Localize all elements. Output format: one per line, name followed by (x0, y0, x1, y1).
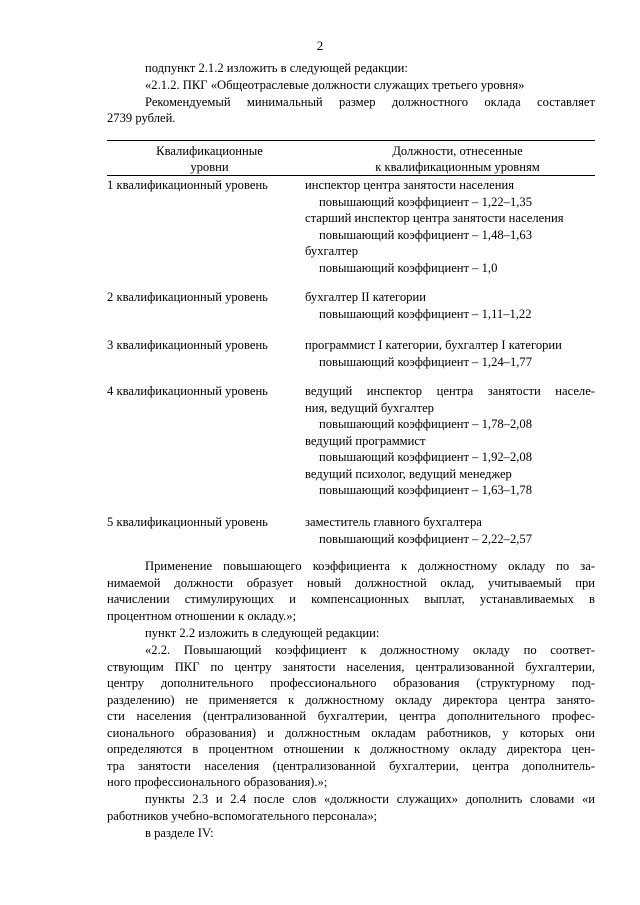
point-2-2-line: «2.2. Повышающий коэффициент к должностному окладу по соответ- (145, 643, 595, 657)
application-line: процентном отношении к окладу.»; (107, 608, 297, 623)
paragraph-points-2-3 (107, 791, 595, 824)
point-2-2-line: разделению) не применяется к должностному окладу директора центра занято- (107, 692, 595, 707)
point-2-2-line: тра занятости населения (централизованной бухгалтерии, центра дополнитель- (107, 758, 595, 773)
table-header-rule (107, 175, 595, 176)
table-row-positions (305, 383, 595, 499)
position-line: ведущий программист (305, 433, 426, 448)
header-positions-line-1: Должности, отнесенные (392, 144, 523, 158)
header-positions-line-2: к квалификационным уровням (375, 160, 540, 174)
coefficient-line: повышающий коэффициент – 1,24–1,77 (319, 354, 532, 369)
table-row-positions (305, 177, 595, 276)
table-row-level: 4 квалификационный уровень (107, 384, 268, 398)
table-row-positions (305, 514, 595, 547)
position-line: ведущий инспектор центра занятости населе- (305, 384, 595, 398)
coefficient-line: повышающий коэффициент – 1,11–1,22 (319, 306, 532, 321)
table-header-positions (320, 143, 595, 175)
coefficient-line: повышающий коэффициент – 1,0 (319, 260, 498, 275)
coefficient-line: повышающий коэффициент – 1,48–1,63 (319, 227, 532, 242)
position-line: старший инспектор центра занятости населения (305, 211, 564, 225)
application-line: начислении стимулирующих и компенсационных выплат, устанавливаемых в (107, 592, 595, 606)
coefficient-line: повышающий коэффициент – 1,92–2,08 (319, 450, 532, 464)
table-header-levels (107, 143, 312, 175)
table-top-rule (107, 140, 595, 141)
table-row-positions (305, 289, 595, 322)
application-line: нимаемой должности образует новый должностной оклад, учитываемый при (107, 575, 595, 590)
coefficient-line: повышающий коэффициент – 1,78–2,08 (319, 417, 532, 431)
points-2-3-line: работников учебно-вспомогательного персонала»; (107, 808, 378, 823)
position-line: бухгалтер II категории (305, 290, 426, 304)
points-2-3-line: пункты 2.3 и 2.4 после слов «должности служащих» дополнить словами «и (145, 792, 595, 806)
position-line: заместитель главного бухгалтера (305, 515, 482, 529)
table-row-positions (305, 337, 595, 370)
position-line: инспектор центра занятости населения (305, 178, 515, 192)
point-2-2-line: сионального образования) и должностным окладам работников, у которых они (107, 725, 595, 740)
page-number: 2 (316, 38, 324, 53)
coefficient-line: повышающий коэффициент – 1,63–1,78 (319, 483, 532, 497)
coefficient-line: повышающий коэффициент – 1,22–1,35 (319, 194, 532, 209)
table-row-level: 1 квалификационный уровень (107, 178, 268, 192)
point-2-2-line: сти населения (централизованной бухгалтерии, центра дополнительного профес- (107, 709, 595, 723)
intro-line-1: подпункт 2.1.2 изложить в следующей редакции: (145, 61, 408, 75)
section-iv-line: в разделе IV: (145, 826, 214, 840)
header-levels-line-1: Квалификационные (156, 144, 263, 158)
point-2-2-line: ствующим ПКГ по центру занятости населения, централизованной бухгалтерии, (107, 659, 595, 674)
position-line: ния, ведущий бухгалтер (305, 400, 434, 415)
coefficient-line: повышающий коэффициент – 2,22–2,57 (319, 531, 532, 546)
point-2-2-line: центру дополнительного профессионального образования (структурному под- (107, 676, 595, 690)
header-levels-line-2: уровни (190, 160, 229, 174)
table-row-level: 5 квалификационный уровень (107, 515, 268, 529)
paragraph-point-2-2 (107, 642, 595, 791)
intro-line-3b: 2739 рублей. (107, 111, 176, 125)
point-2-2-line: определяются в процентном отношении к должностному окладу директора цен- (107, 742, 595, 756)
table-row-level: 3 квалификационный уровень (107, 338, 268, 352)
intro-line-2: «2.1.2. ПКГ «Общеотраслевые должности служащих третьего уровня» (145, 78, 525, 92)
point-2-2-intro: пункт 2.2 изложить в следующей редакции: (145, 626, 380, 640)
position-line: программист I категории, бухгалтер I категории (305, 338, 562, 352)
position-line: ведущий психолог, ведущий менеджер (305, 466, 512, 481)
point-2-2-line: ного профессионального образования).»; (107, 775, 328, 789)
table-row-level: 2 квалификационный уровень (107, 290, 268, 304)
position-line: бухгалтер (305, 244, 359, 258)
paragraph-application (107, 558, 595, 624)
intro-line-3a: Рекомендуемый минимальный размер должностного оклада составляет (145, 95, 595, 109)
application-line: Применение повышающего коэффициента к должностному окладу по за- (145, 559, 595, 573)
